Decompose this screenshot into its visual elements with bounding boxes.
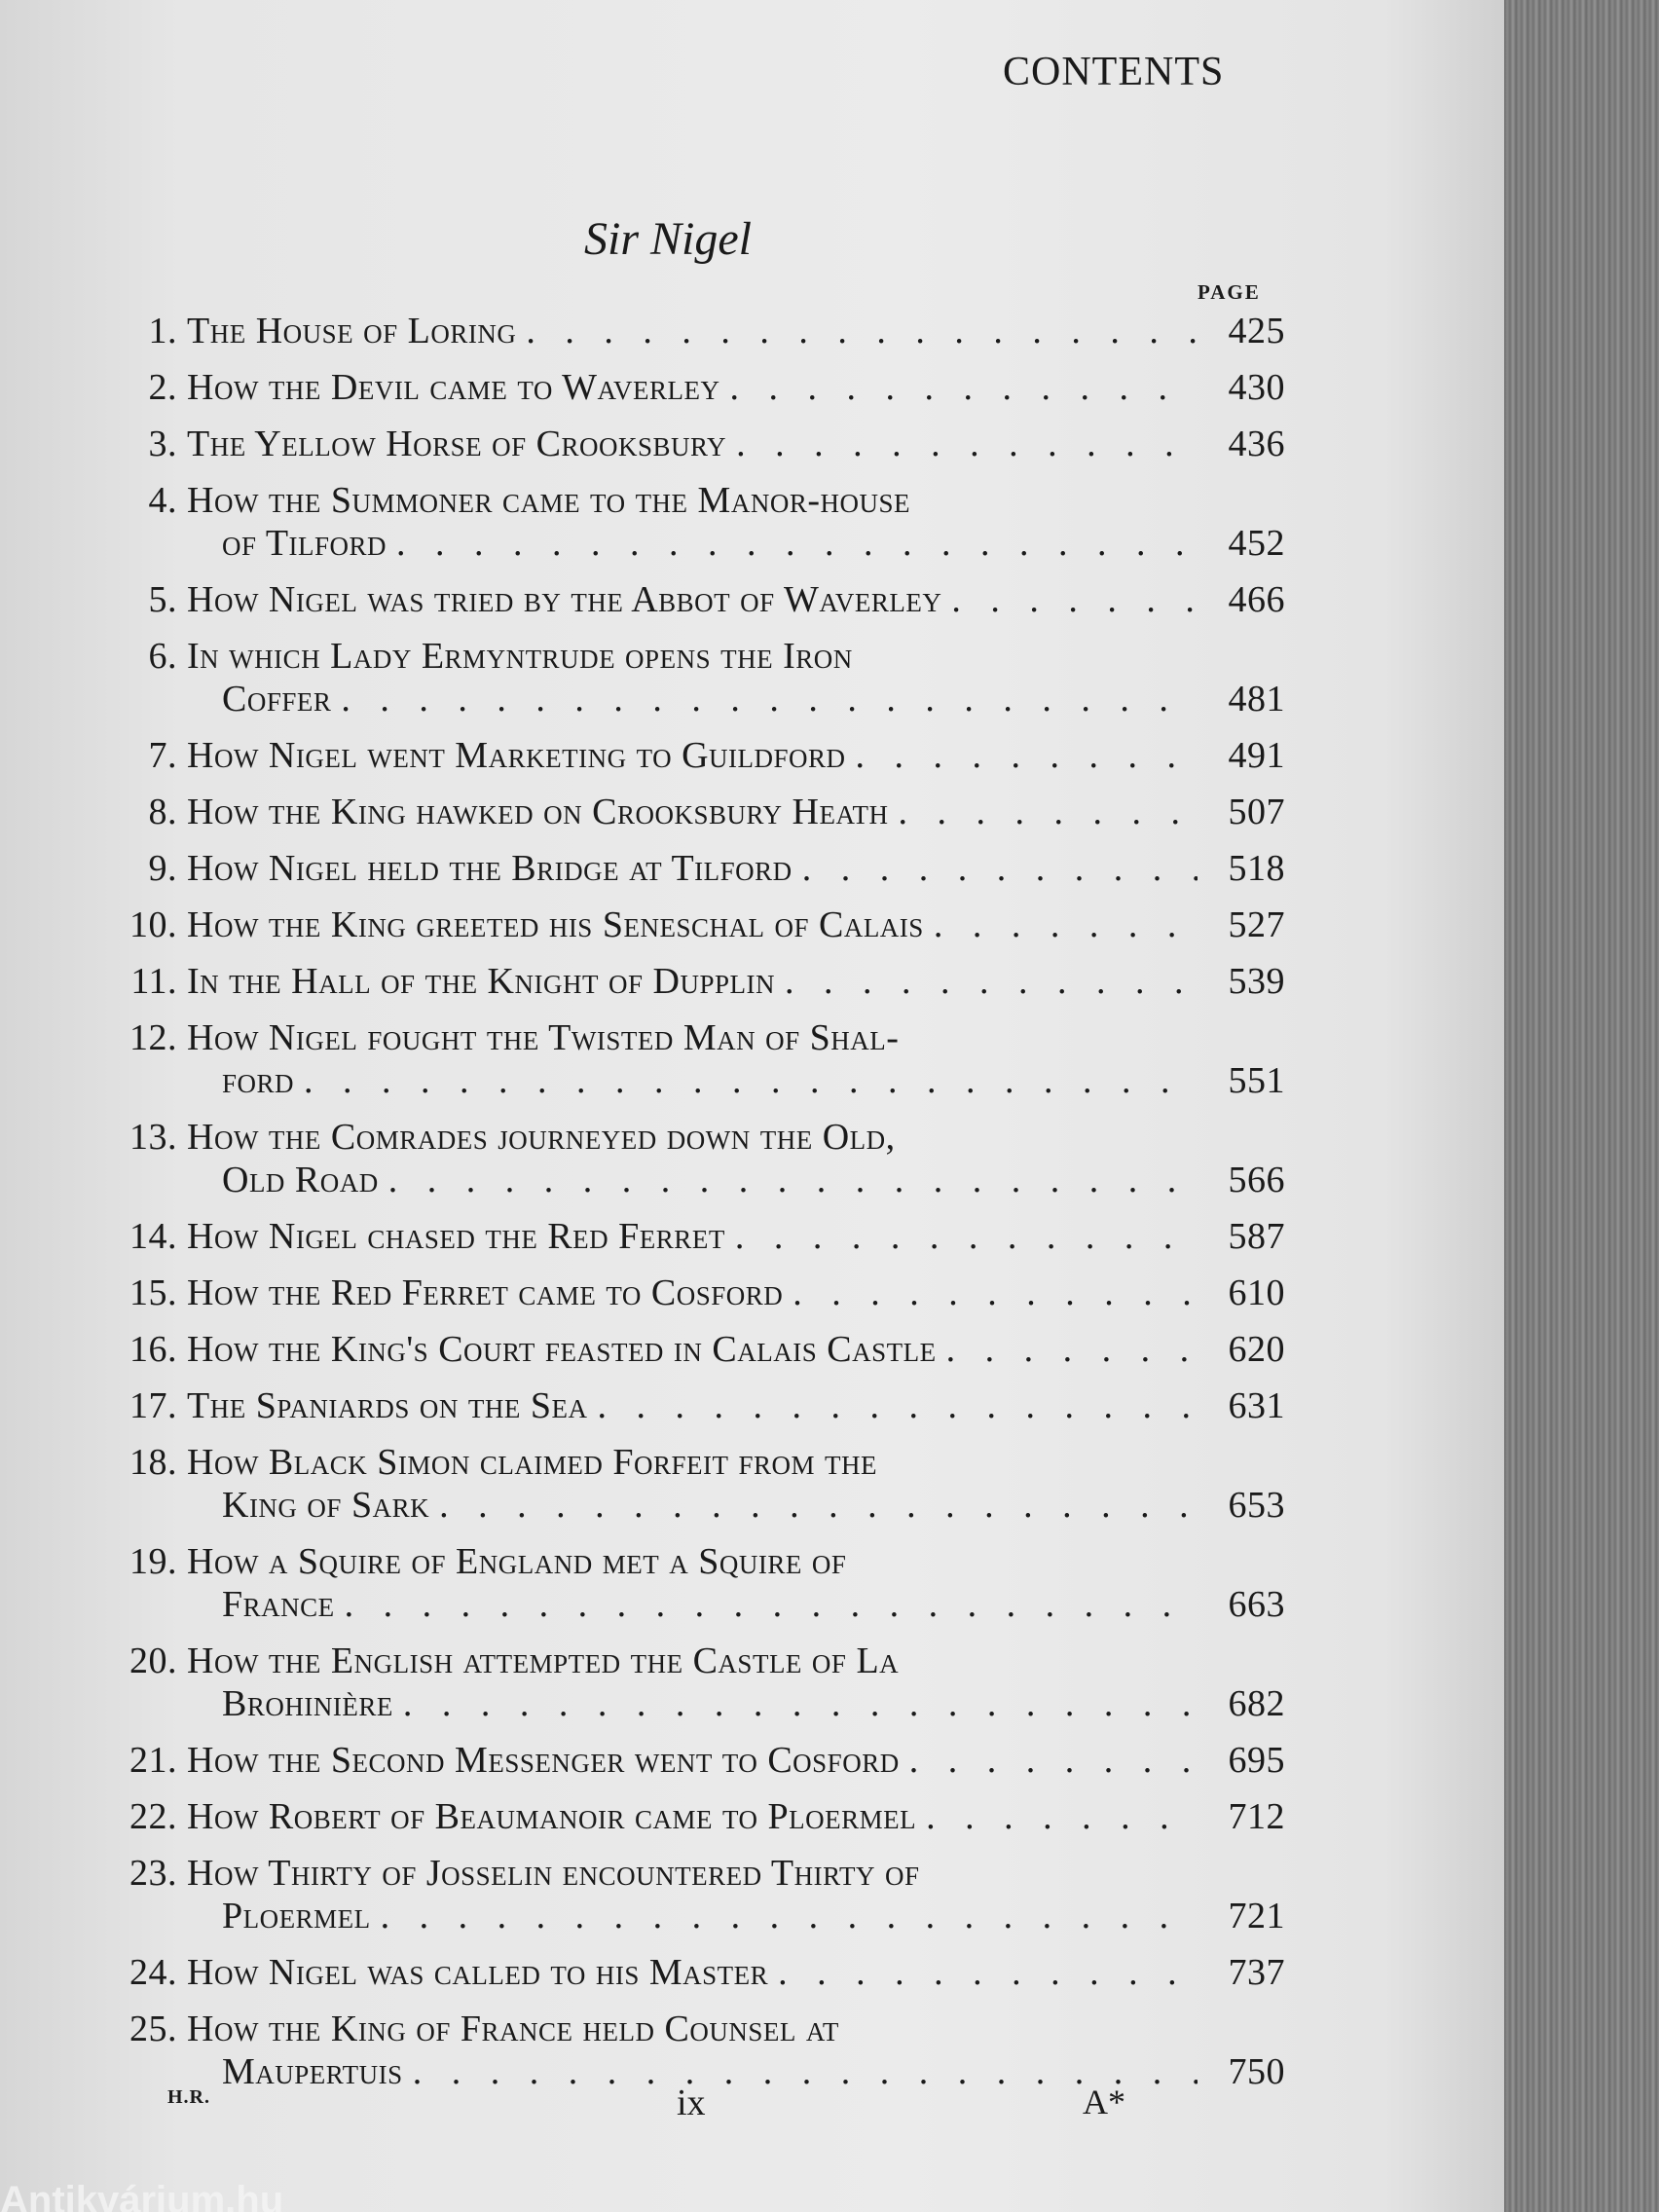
chapter-page: 631 xyxy=(1228,1385,1285,1426)
chapter-title-continued: King of Sark . . xyxy=(222,1484,1198,1527)
chapter-page: 721 xyxy=(1228,1896,1285,1936)
chapter-page: 491 xyxy=(1228,735,1285,776)
chapter-page: 507 xyxy=(1228,792,1285,832)
chapter-title: How Nigel fought the Twisted Man of Shal- xyxy=(187,1017,900,1058)
chapter-page: 466 xyxy=(1228,579,1285,620)
chapter-number: 16. xyxy=(129,1329,177,1370)
toc-entry xyxy=(107,366,1285,409)
toc-entry xyxy=(107,1640,1285,1725)
chapter-page: 518 xyxy=(1228,848,1285,889)
chapter-title: How the Summoner came to the Manor-house xyxy=(187,480,910,521)
chapter-title: How Nigel was tried by the Abbot of Waverley . . xyxy=(187,578,1198,621)
chapter-title: How the English attempted the Castle of La xyxy=(187,1641,900,1681)
toc-entry xyxy=(107,960,1285,1003)
chapter-page: 566 xyxy=(1228,1160,1285,1200)
chapter-title-continued: Ploermel . . xyxy=(222,1895,1198,1937)
toc-entry xyxy=(107,734,1285,777)
chapter-number: 22. xyxy=(129,1796,177,1837)
chapter-page: 610 xyxy=(1228,1272,1285,1313)
chapter-title-continued: ford . . xyxy=(222,1059,1198,1102)
chapter-title: How Nigel went Marketing to Guildford . . xyxy=(187,734,1198,777)
chapter-page: 527 xyxy=(1228,904,1285,945)
toc-entry xyxy=(107,1215,1285,1258)
chapter-number: 1. xyxy=(148,311,177,351)
toc-entry xyxy=(107,1795,1285,1838)
chapter-number: 14. xyxy=(129,1216,177,1257)
chapter-title: How Nigel was called to his Master . . xyxy=(187,1951,1198,1994)
chapter-title-continued: France . . xyxy=(222,1583,1198,1626)
chapter-page: 712 xyxy=(1228,1796,1285,1837)
chapter-page: 750 xyxy=(1228,2051,1285,2092)
page-column-label: PAGE xyxy=(1198,280,1261,304)
chapter-number: 4. xyxy=(148,480,177,521)
chapter-title: In which Lady Ermyntrude opens the Iron xyxy=(187,636,853,677)
chapter-page: 695 xyxy=(1228,1740,1285,1781)
chapter-page: 620 xyxy=(1228,1329,1285,1370)
toc-entry xyxy=(107,1384,1285,1427)
chapter-number: 20. xyxy=(129,1641,177,1681)
chapter-number: 6. xyxy=(148,636,177,677)
toc-entry xyxy=(107,578,1285,621)
toc-entry xyxy=(107,1441,1285,1527)
chapter-title: How Nigel held the Bridge at Tilford . . xyxy=(187,847,1198,890)
chapter-title: How Robert of Beaumanoir came to Ploermel . . xyxy=(187,1795,1198,1838)
toc-entry xyxy=(107,1116,1285,1201)
gathering-mark: A* xyxy=(1083,2083,1125,2121)
chapter-title-continued: Brohinière . . xyxy=(222,1682,1198,1725)
toc-entry xyxy=(107,479,1285,565)
chapter-page: 430 xyxy=(1228,367,1285,408)
toc-entry xyxy=(107,791,1285,833)
chapter-page: 587 xyxy=(1228,1216,1285,1257)
chapter-page: 539 xyxy=(1228,961,1285,1002)
chapter-title: How the King greeted his Seneschal of Calais . . xyxy=(187,903,1198,946)
chapter-title: How Nigel chased the Red Ferret . . xyxy=(187,1215,1198,1258)
signature-mark: H.R. xyxy=(167,2086,210,2108)
chapter-page: 436 xyxy=(1228,424,1285,464)
chapter-number: 9. xyxy=(148,848,177,889)
toc-entry xyxy=(107,1951,1285,1994)
page-edge xyxy=(1504,0,1659,2212)
chapter-number: 25. xyxy=(129,2009,177,2049)
page-number: ix xyxy=(677,2083,706,2123)
chapter-title: The Yellow Horse of Crooksbury . . xyxy=(187,423,1198,465)
chapter-number: 23. xyxy=(129,1853,177,1894)
toc-entry xyxy=(107,2008,1285,2093)
chapter-number: 24. xyxy=(129,1952,177,1993)
toc-entry xyxy=(107,1540,1285,1626)
running-header: CONTENTS xyxy=(1003,50,1225,94)
chapter-number: 12. xyxy=(129,1017,177,1058)
chapter-number: 7. xyxy=(148,735,177,776)
toc-entry xyxy=(107,423,1285,465)
book-title: Sir Nigel xyxy=(584,213,753,265)
toc-entry xyxy=(107,310,1285,352)
toc-entry xyxy=(107,847,1285,890)
chapter-number: 19. xyxy=(129,1541,177,1582)
chapter-title: How Black Simon claimed Forfeit from the xyxy=(187,1442,878,1483)
chapter-page: 653 xyxy=(1228,1485,1285,1526)
chapter-title: How the Red Ferret came to Cosford . . xyxy=(187,1272,1198,1314)
chapter-title-continued: Coffer . . xyxy=(222,678,1198,720)
chapter-number: 15. xyxy=(129,1272,177,1313)
table-of-contents xyxy=(107,310,1285,2107)
chapter-title: How the Devil came to Waverley . . xyxy=(187,366,1198,409)
toc-entry xyxy=(107,1016,1285,1102)
chapter-title-continued: Old Road . . xyxy=(222,1159,1198,1201)
toc-entry xyxy=(107,1272,1285,1314)
chapter-page: 663 xyxy=(1228,1584,1285,1625)
chapter-title: How the Comrades journeyed down the Old, xyxy=(187,1117,896,1158)
chapter-number: 10. xyxy=(129,904,177,945)
chapter-title: How Thirty of Josselin encountered Thirty of xyxy=(187,1853,920,1894)
chapter-number: 18. xyxy=(129,1442,177,1483)
chapter-number: 17. xyxy=(129,1385,177,1426)
chapter-number: 2. xyxy=(148,367,177,408)
chapter-title: How the King of France held Counsel at xyxy=(187,2009,839,2049)
chapter-page: 682 xyxy=(1228,1683,1285,1724)
chapter-number: 13. xyxy=(129,1117,177,1158)
toc-entry xyxy=(107,1328,1285,1371)
toc-entry xyxy=(107,1739,1285,1782)
chapter-title: How a Squire of England met a Squire of xyxy=(187,1541,847,1582)
chapter-number: 21. xyxy=(129,1740,177,1781)
chapter-title: How the King's Court feasted in Calais Castle . . xyxy=(187,1328,1198,1371)
toc-entry xyxy=(107,903,1285,946)
chapter-page: 551 xyxy=(1228,1060,1285,1101)
chapter-page: 737 xyxy=(1228,1952,1285,1993)
chapter-title: How the King hawked on Crooksbury Heath . . xyxy=(187,791,1198,833)
chapter-page: 481 xyxy=(1228,679,1285,719)
chapter-number: 5. xyxy=(148,579,177,620)
chapter-number: 3. xyxy=(148,424,177,464)
chapter-title-continued: of Tilford . . xyxy=(222,522,1198,565)
chapter-title: How the Second Messenger went to Cosford . . xyxy=(187,1739,1198,1782)
chapter-title: The House of Loring . . xyxy=(187,310,1198,352)
chapter-page: 425 xyxy=(1228,311,1285,351)
watermark: Antikvárium.hu xyxy=(0,2179,284,2212)
chapter-page: 452 xyxy=(1228,523,1285,564)
chapter-title: The Spaniards on the Sea . . xyxy=(187,1384,1198,1427)
toc-entry xyxy=(107,1852,1285,1937)
chapter-title-continued: Maupertuis . . xyxy=(222,2050,1198,2093)
chapter-number: 8. xyxy=(148,792,177,832)
chapter-title: In the Hall of the Knight of Dupplin . . xyxy=(187,960,1198,1003)
toc-entry xyxy=(107,635,1285,720)
chapter-number: 11. xyxy=(130,961,177,1002)
